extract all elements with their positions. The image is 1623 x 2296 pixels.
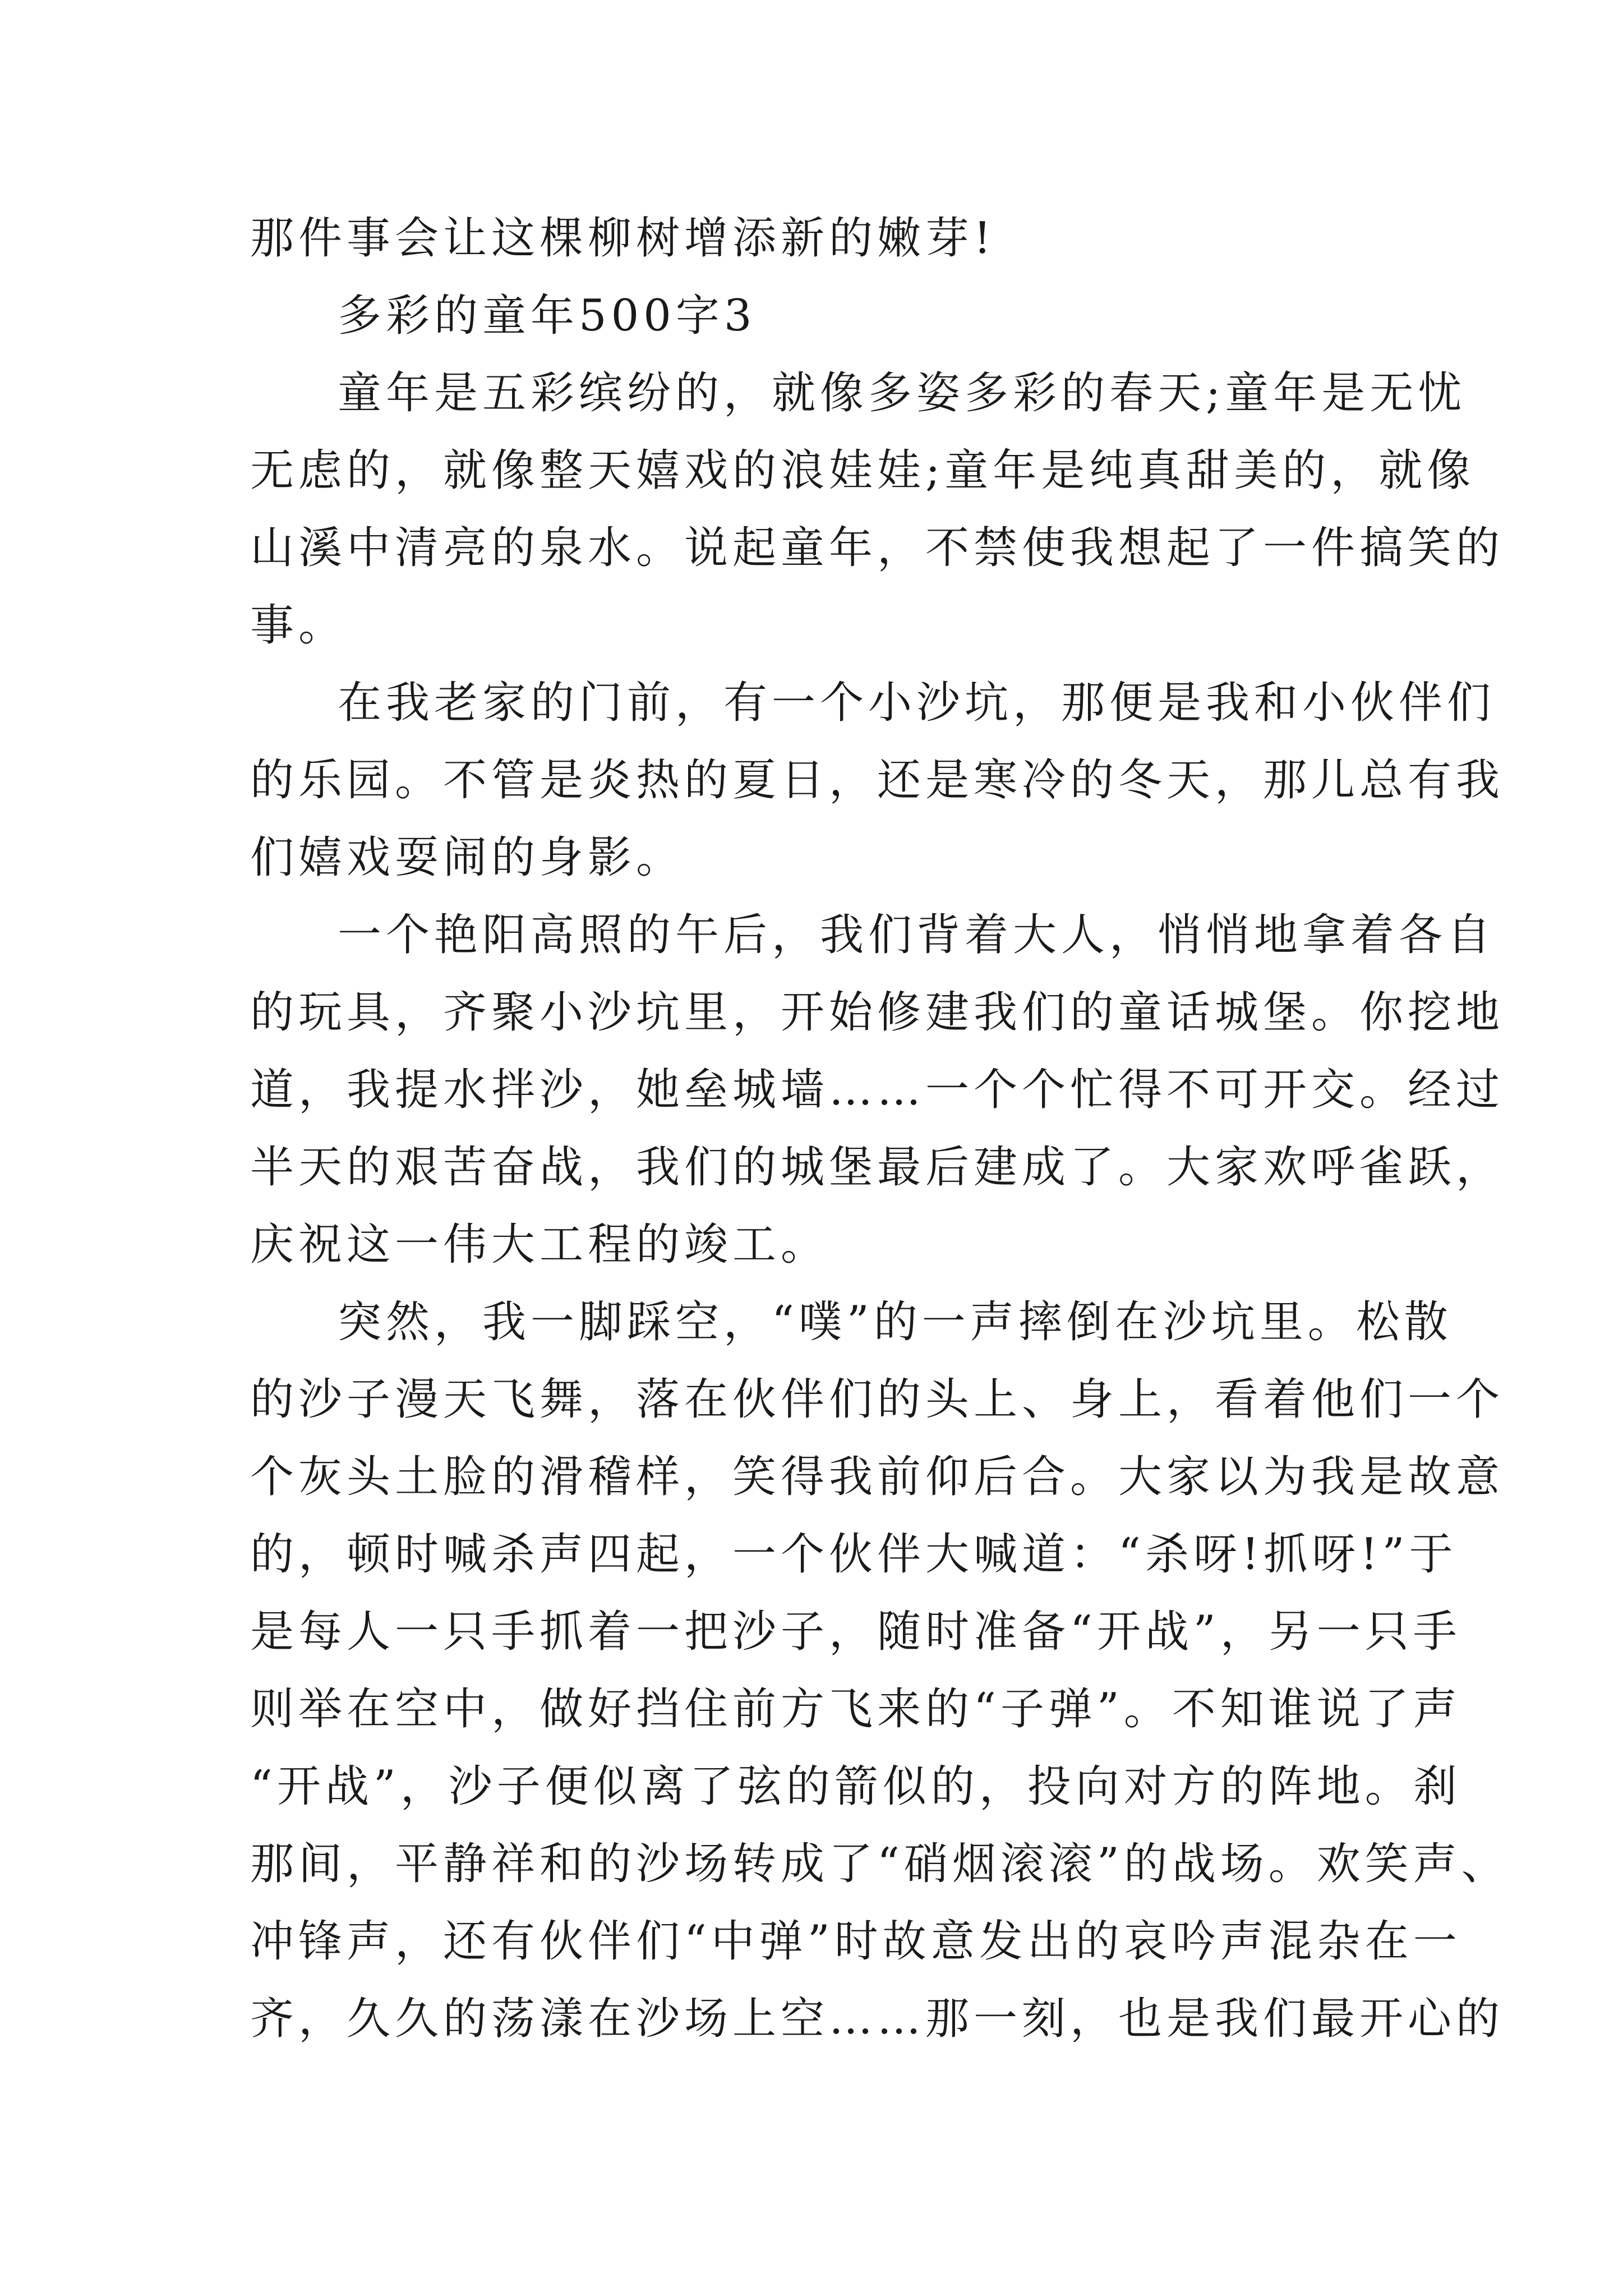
text-line: 庆祝这一伟大工程的竣工。 (250, 1220, 829, 1270)
text-line: 则举在空中，做好挡住前方飞来的“子弹”。不知谁说了声 (250, 1684, 1461, 1734)
text-line: 那间，平静祥和的沙场转成了“硝烟滚滚”的战场。欢笑声、 (250, 1839, 1510, 1889)
text-line: 冲锋声，还有伙伴们“中弹”时故意发出的哀吟声混杂在一 (250, 1916, 1461, 1967)
text-line: 是每人一只手抓着一把沙子，随时准备“开战”，另一只手 (250, 1607, 1461, 1657)
text-line: 那件事会让这棵柳树增添新的嫩芽! (250, 213, 996, 264)
text-line: 个灰头土脸的滑稽样，笑得我前仰后合。大家以为我是故意 (250, 1452, 1505, 1502)
text-line: 的沙子漫天飞舞，落在伙伴们的头上、身上，看着他们一个 (250, 1374, 1505, 1425)
section-heading: 多彩的童年500字3 (338, 291, 757, 341)
text-line: 山溪中清亮的泉水。说起童年，不禁使我想起了一件搞笑的 (250, 523, 1505, 573)
text-line: 的玩具，齐聚小沙坑里，开始修建我们的童话城堡。你挖地 (250, 987, 1505, 1038)
text-line: 一个艳阳高照的午后，我们背着大人，悄悄地拿着各自 (338, 910, 1496, 960)
text-line: 的乐园。不管是炎热的夏日，还是寒冷的冬天，那儿总有我 (250, 755, 1505, 806)
text-line: 的，顿时喊杀声四起，一个伙伴大喊道：“杀呀!抓呀!”于 (250, 1529, 1458, 1580)
text-line: 事。 (250, 600, 347, 651)
text-line: 齐，久久的荡漾在沙场上空……那一刻，也是我们最开心的 (250, 1994, 1505, 2044)
text-line: 突然，我一脚踩空，“噗”的一声摔倒在沙坑里。松散 (338, 1297, 1453, 1347)
text-line: 道，我提水拌沙，她垒城墙……一个个忙得不可开交。经过 (250, 1065, 1505, 1115)
text-line: 童年是五彩缤纷的，就像多姿多彩的春天;童年是无忧 (338, 368, 1467, 418)
text-line: “开战”，沙子便似离了弦的箭似的，投向对方的阵地。刹 (250, 1761, 1461, 1812)
text-line: 无虑的，就像整天嬉戏的浪娃娃;童年是纯真甜美的，就像 (250, 445, 1476, 496)
document-body (250, 200, 1510, 2058)
text-line: 半天的艰苦奋战，我们的城堡最后建成了。大家欢呼雀跃， (250, 1142, 1505, 1193)
text-line: 在我老家的门前，有一个小沙坑，那便是我和小伙伴们 (338, 678, 1496, 728)
text-line: 们嬉戏耍闹的身影。 (250, 832, 685, 883)
